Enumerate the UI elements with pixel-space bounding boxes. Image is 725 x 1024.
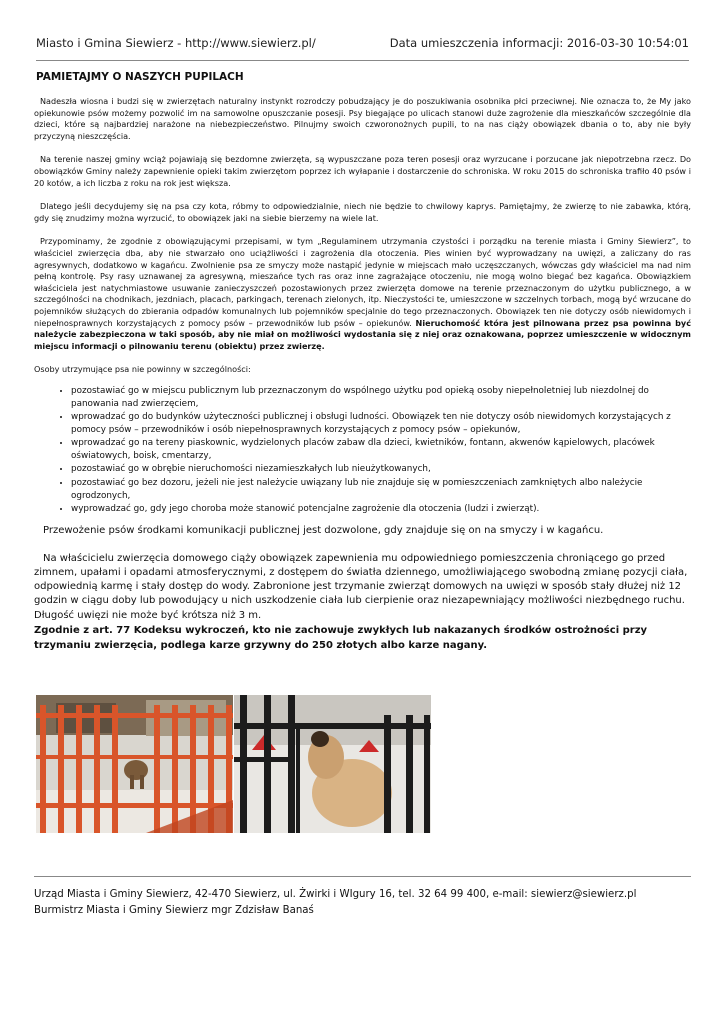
photo-dog-behind-orange-fence (36, 695, 233, 833)
footer-mayor: Burmistrz Miasta i Gminy Siewierz mgr Zdzisław Banaś (34, 905, 314, 916)
photo-strip (36, 695, 431, 833)
photo-dog-behind-black-gate (234, 695, 431, 833)
paragraph-4 (34, 236, 691, 352)
site-url: Miasto i Gmina Siewierz - http://www.siewierz.pl/ (36, 36, 316, 50)
list-item: • pozostawiać go w miejscu publicznym lub przeznaczonym do wspólnego użytku pod opieką osoby niepełnoletniej lub niezdolnej do panowania nad zwierzęciem, (71, 385, 691, 411)
publish-date: Data umieszczenia informacji: 2016-03-30 10:54:01 (389, 36, 689, 50)
paragraph-penalty: Zgodnie z art. 77 Kodeksu wykroczeń, kto nie zachowuje zwykłych lub nakazanych środków ostrożności przy trzymaniu zwierzęcia, podlega karze grzywny do 250 złotych albo karze nagany. (34, 624, 648, 652)
page-header (36, 36, 689, 61)
page-footer (34, 876, 691, 919)
list-item: • wprowadzać go do budynków użyteczności publicznej i obsługi ludności. Obowiązek ten nie dotyczy osób niewidomych korzystających z pomocy psów – przewodników i osób niepełnosprawnych korzystających z pomocy psów – opiekunów, (71, 411, 691, 437)
paragraph-owner-duty: Na właścicielu zwierzęcia domowego ciąży obowiązek zapewnienia mu odpowiedniego pomieszczenia chroniącego go przed zimnem, upałami i opadami atmosferycznymi, z dostępem do światła dziennego, umożliwiającego swobodną zmianę pozycji ciała, odpowiednią karmę i stały dostęp do wody. Zabronione jest trzymanie zwierząt domowych na uwięzi w sposób stały dłużej niż 12 godzin w ciągu doby lub powodujący u nich uszkodzenie ciała lub cierpienie oraz niezapewniający możliwości niezbędnego ruchu. Długość uwięzi nie może być krótsza niż 3 m. (34, 552, 688, 621)
obligations-list (34, 385, 691, 516)
paragraph-4-bold: Nieruchomość która jest pilnowana przez psa powinna być należycie zabezpieczona w taki sposób, aby nie miał on możliwości wydostania się z niej oraz oznakowana, poprzez umieszczenie w widocznym miejscu informacji o pilnowaniu terenu (obiektu) przez zwierzę. (34, 317, 691, 351)
paragraph-2: Na terenie naszej gminy wciąż pojawiają się bezdomne zwierzęta, są wypuszczane poza teren posesji oraz wyrzucane i porzucane jak niepotrzebna rzecz. Do obowiązków Gminy należy zapewnienie opieki takim zwierzętom poprzez ich wyłapanie i dostarczenie do schroniska. W roku 2015 do schroniska trafiło 40 psów i 20 kotów, a ich liczba z roku na rok jest większa. (34, 154, 691, 188)
footer-address: Urząd Miasta i Gminy Siewierz, 42-470 Siewierz, ul. Żwirki i WIgury 16, tel. 32 64 99 400, e-mail: siewierz@siewierz.pl (34, 889, 637, 900)
list-intro: Osoby utrzymujące psa nie powinny w szczególności: (34, 364, 251, 375)
article-body (34, 96, 691, 654)
article-title: PAMIETAJMY O NASZYCH PUPILACH (36, 71, 244, 83)
paragraph-1: Nadeszła wiosna i budzi się w zwierzętach naturalny instynkt rozrodczy pobudzający je do poszukiwania osobnika płci przeciwnej. Nie oznacza to, że My jako opiekunowie psów możemy pozwolić im na samowolne opuszczanie posesji. Psy biegające po ulicach stanowi duże zagrożenie dla mieszkańców szczególnie dla dzieci, które są najbardziej narażone na niebezpieczeństwo. Pilnujmy swoich czworonożnych pupili, to na nas ciąży obowiązek dbania o to, aby nie były przyczyną nieszczęścia. (34, 96, 691, 141)
list-item: • wyprowadzać go, gdy jego choroba może stanowić potencjalne zagrożenie dla otoczenia (ludzi i zwierząt). (71, 503, 691, 516)
paragraph-4-text: Przypominamy, że zgodnie z obowiązującymi przepisami, w tym „Regulaminem utrzymania czystości i porządku na terenie miasta i Gminy Siewierz”, to właściciel zwierzęcia dba, aby nie stwarzało ono uciążliwości i zagrożenia dla otoczenia. Pies winien być wyprowadzany na uwięzi, a zaliczany do ras agresywnych, dodatkowo w kagańcu. Zwolnienie psa ze smyczy może nastąpić jedynie w miejscach mało uczęszczanych, wówczas gdy właściciel ma nad nim pełną kontrolę. Psy rasy uznawanej za agresywną, mieszańce tych ras oraz inne zagrażające otoczeniu, nie mogą wolno biegać bez kagańca. Obowiązkiem właściciela jest natychmiastowe usuwanie zanieczyszczeń pozostawionych przez zwierzęta domowe na terenie przeznaczonym do użytku publicznego, a w szczególności na chodnikach, jezdniach, placach, parkingach, terenach zielonych, itp. Nieczystości te, umieszczone w szczelnych torbach, mogą być wrzucane do pojemników służących do zbierania odpadów komunalnych lub pojemników specjalnie do tego przeznaczonych. Obowiązek ten nie dotyczy osób niewidomych i niepełnosprawnych korzystających z pomocy psów – przewodników lub psów – opiekunów. (34, 236, 691, 328)
list-item: • pozostawiać go bez dozoru, jeżeli nie jest należycie uwiązany lub nie znajduje się w pomieszczeniach zamkniętych albo należycie ogrodzonych, (71, 477, 691, 503)
paragraph-3: Dlatego jeśli decydujemy się na psa czy kota, róbmy to odpowiedzialnie, niech nie będzie to chwilowy kaprys. Pamiętajmy, że zwierzę to nie zabawka, którą, gdy się znudzimy można wyrzucić, to obowiązek jaki na siebie bierzemy na wiele lat. (34, 201, 691, 223)
paragraph-transport: Przewożenie psów środkami komunikacji publicznej jest dozwolone, gdy znajduje się on na smyczy i w kagańcu. (43, 524, 604, 536)
list-item: • wprowadzać go na tereny piaskownic, wydzielonych placów zabaw dla dzieci, kwietników, fontann, akwenów kąpielowych, placówek oświatowych, boisk, cmentarzy, (71, 437, 691, 463)
list-item: • pozostawiać go w obrębie nieruchomości niezamieszkałych lub nieużytkowanych, (71, 463, 691, 476)
